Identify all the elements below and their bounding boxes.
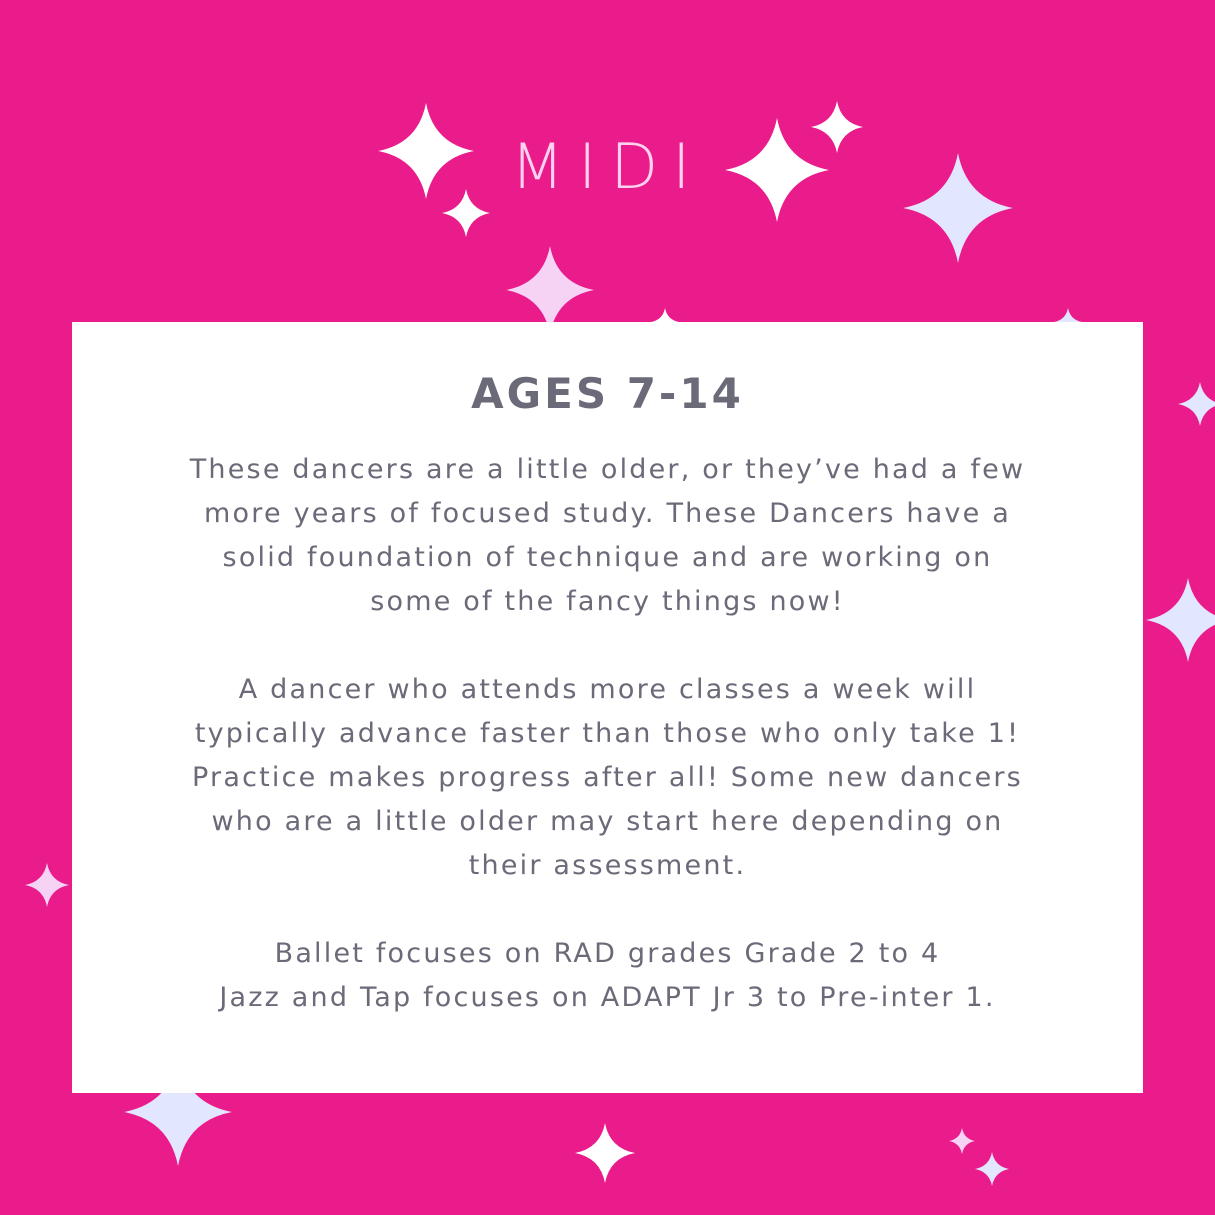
page-title: MIDI [510, 130, 705, 203]
text-line: typically advance faster than those who only take 1! [194, 718, 1021, 749]
sparkle-icon [575, 1123, 635, 1183]
paragraph-2 [112, 668, 1103, 888]
text-line: Ballet focuses on RAD grades Grade 2 to 4 [274, 938, 941, 969]
sparkle-icon [1178, 382, 1215, 426]
sparkle-icon [975, 1152, 1009, 1186]
text-line: some of the fancy things now! [370, 586, 845, 617]
text-line: solid foundation of technique and are working on [222, 542, 993, 573]
text-line: A dancer who attends more classes a week will [238, 674, 977, 705]
sparkle-icon [949, 1128, 975, 1154]
text-line: who are a little older may start here depending on [211, 806, 1004, 837]
paragraph-3 [112, 932, 1103, 1020]
text-line: Practice makes progress after all! Some new dancers [192, 762, 1023, 793]
info-card [72, 322, 1143, 1093]
text-line: more years of focused study. These Dancers have a [204, 498, 1011, 529]
description [112, 448, 1103, 1020]
sparkle-icon [25, 863, 69, 907]
text-line: their assessment. [468, 850, 747, 881]
text-line: Jazz and Tap focuses on ADAPT Jr 3 to Pre-inter 1. [219, 982, 996, 1013]
text-line: These dancers are a little older, or they’ve had a few [189, 454, 1026, 485]
sparkle-icon [1146, 578, 1215, 662]
sparkle-icon [506, 246, 594, 334]
age-heading: AGES 7-14 [471, 369, 744, 418]
paragraph-1 [112, 448, 1103, 624]
